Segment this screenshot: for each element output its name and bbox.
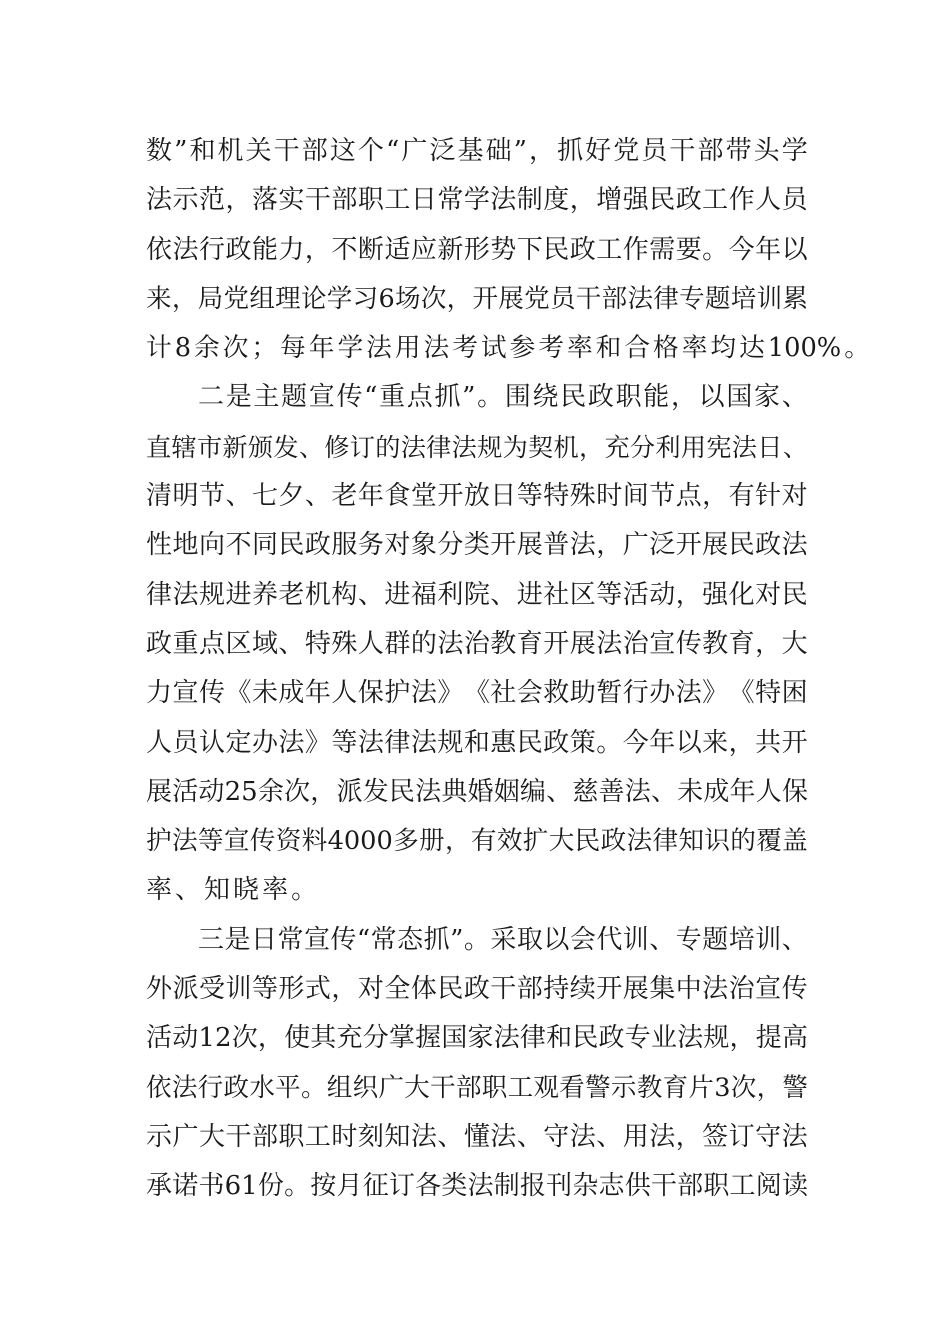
text-line: 清 明 节 、 七 夕 、 老 年 食 堂 开 放 日 等 特 殊 时 间 节 点 ， 有 针 对 [146,481,808,512]
text-line: 数 ” 和 机 关 干 部 这 个 “ 广 泛 基 础 ” ， 抓 好 党 员 干 部 带 头 学 [146,136,808,166]
text-line: 率 、 知 晓 率 。 [146,875,318,906]
body-text [146,127,870,1212]
text-line: 计 8 余 次 ； 每 年 学 法 用 法 考 试 参 考 率 和 合 格 率 均 达 100% 。 [146,333,870,364]
text-line: 护 法 等 宣 传 资 料 4000 多 册 ， 有 效 扩 大 民 政 法 律 知 识 的 覆 盖 [146,826,808,857]
text-line: 人 员 认 定 办 法 》 等 法 律 法 规 和 惠 民 政 策 。 今 年 以 来 ， 共 开 [146,727,808,758]
text-line: 力 宣 传 《 未 成 年 人 保 护 法 》 《 社 会 救 助 暂 行 办 法 》 《 特 困 [146,678,808,709]
text-line: 性 地 向 不 同 民 政 服 务 对 象 分 类 开 展 普 法 ， 广 泛 开 展 民 政 法 [146,530,808,561]
text-line: 三 是 日 常 宣 传 “ 常 态 抓 ” 。 采 取 以 会 代 训 、 专 题 培 训 、 [198,924,808,955]
text-line: 律 法 规 进 养 老 机 构 、 进 福 利 院 、 进 社 区 等 活 动 ， 强 化 对 民 [146,579,808,610]
text-line: 活 动 12 次 ， 使 其 充 分 掌 握 国 家 法 律 和 民 政 专 业 法 规 ， 提 高 [146,1023,808,1054]
text-line: 外 派 受 训 等 形 式 ， 对 全 体 民 政 干 部 持 续 开 展 集 中 法 治 宣 传 [146,974,808,1005]
text-line: 来 ， 局 党 组 理 论 学 习 6 场 次 ， 开 展 党 员 干 部 法 律 专 题 培 训 累 [146,283,808,314]
text-line: 展 活 动 25 余 次 ， 派 发 民 法 典 婚 姻 编 、 慈 善 法 、 未 成 年 人 保 [146,776,808,807]
text-line: 依 法 行 政 水 平 。 组 织 广 大 干 部 职 工 观 看 警 示 教 育 片 3 次 ， 警 [146,1072,808,1103]
text-line: 承 诺 书 61 份 。 按 月 征 订 各 类 法 制 报 刊 杂 志 供 干 部 职 工 阅 读 [146,1171,808,1202]
text-line: 依 法 行 政 能 力 ， 不 断 适 应 新 形 势 下 民 政 工 作 需 要 。 今 年 以 [146,234,808,265]
text-line: 法 示 范 ， 落 实 干 部 职 工 日 常 学 法 制 度 ， 增 强 民 政 工 作 人 员 [146,185,808,216]
text-line: 示 广 大 干 部 职 工 时 刻 知 法 、 懂 法 、 守 法 、 用 法 ， 签 订 守 法 [146,1121,808,1152]
text-line: 直 辖 市 新 颁 发 、 修 订 的 法 律 法 规 为 契 机 ， 充 分 利 用 宪 法 日 、 [146,432,808,462]
text-line: 政 重 点 区 域 、 特 殊 人 群 的 法 治 教 育 开 展 法 治 宣 传 教 育 ， 大 [146,628,808,659]
text-line: 二 是 主 题 宣 传 “ 重 点 抓 ” 。 围 绕 民 政 职 能 ， 以 国 家 、 [198,382,808,413]
